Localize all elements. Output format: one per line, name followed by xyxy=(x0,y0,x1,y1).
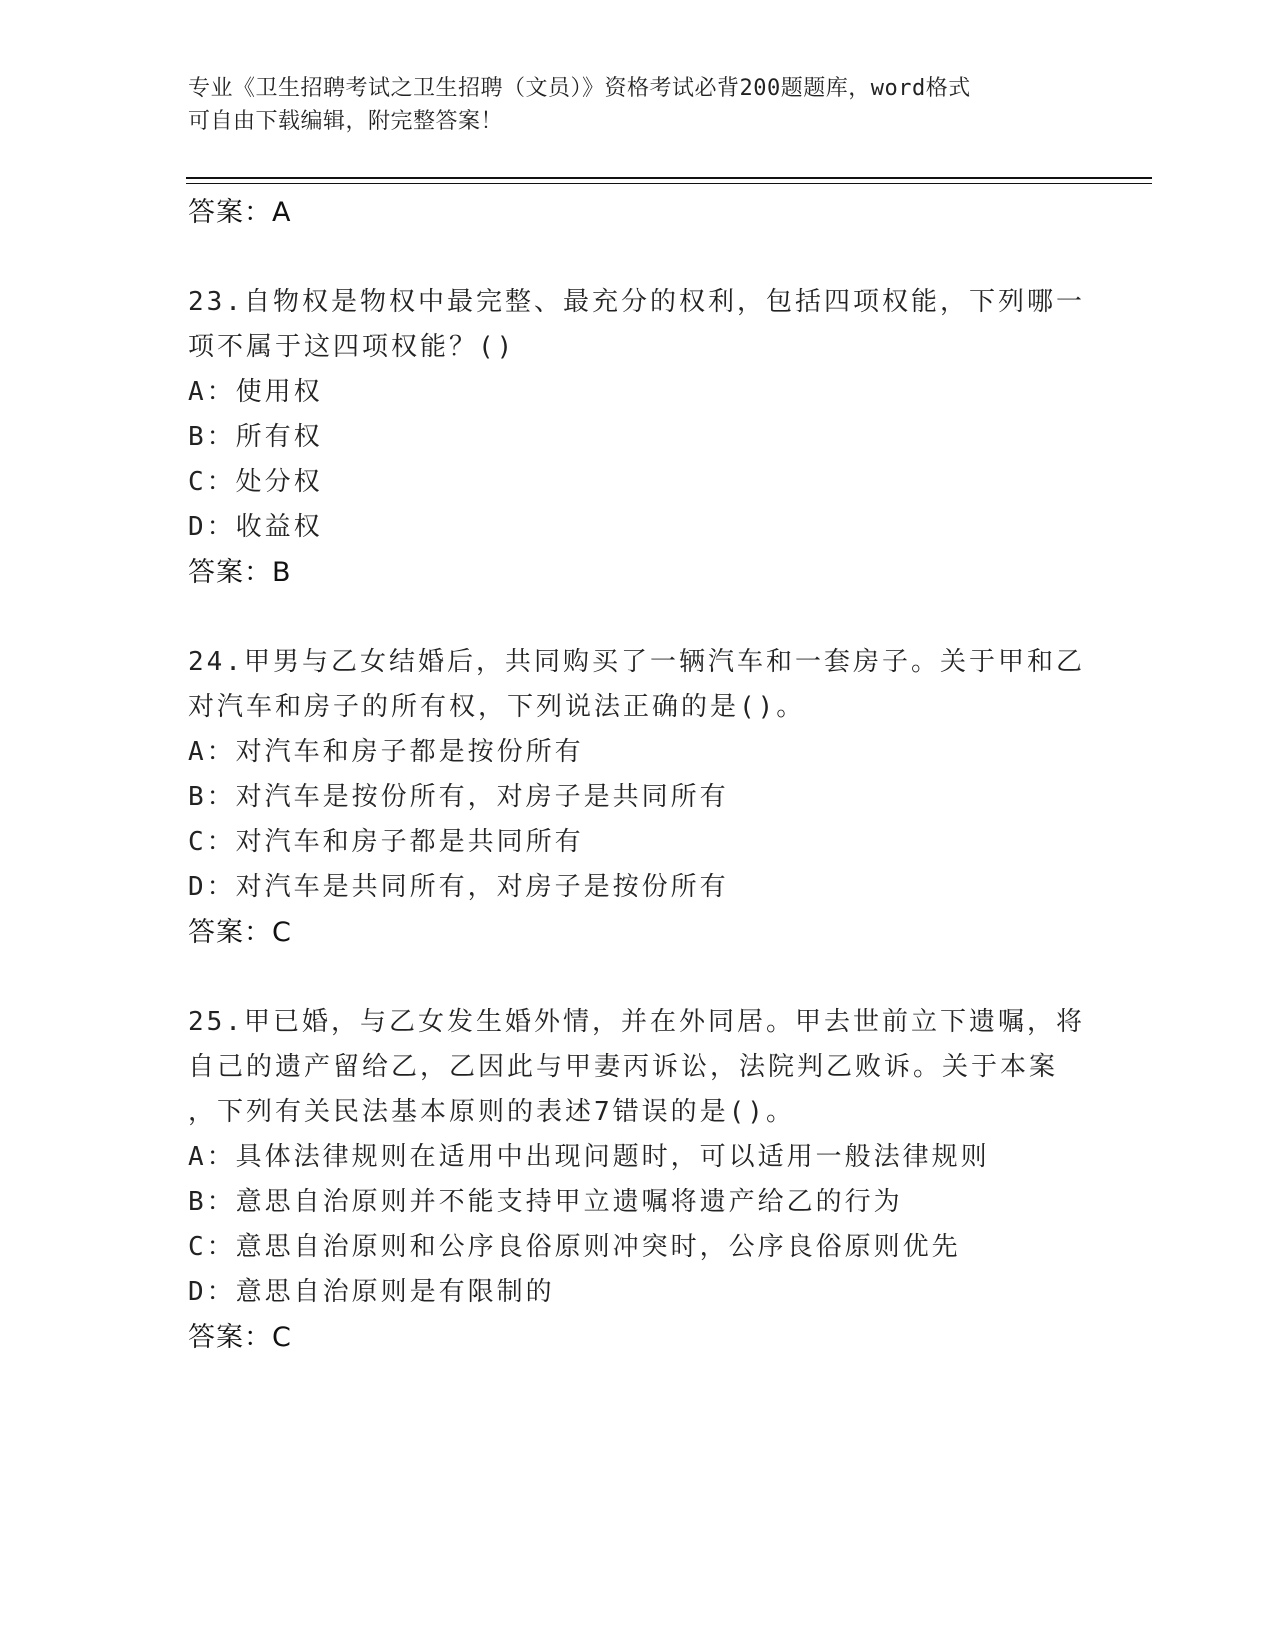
answer: 答案：C xyxy=(188,1322,292,1353)
option-a: A：使用权 xyxy=(188,377,323,407)
option-a: A：具体法律规则在适用中出现问题时，可以适用一般法律规则 xyxy=(188,1142,990,1172)
stem-line: 24.甲男与乙女结婚后，共同购买了一辆汽车和一套房子。关于甲和乙 xyxy=(188,647,1085,677)
option-b: B：对汽车是按份所有，对房子是共同所有 xyxy=(188,782,729,812)
stem-line: 23.自物权是物权中最完整、最充分的权利，包括四项权能，下列哪一 xyxy=(188,287,1085,317)
question-23 xyxy=(188,280,1088,595)
header-rule-thick xyxy=(186,177,1152,179)
question-list xyxy=(188,190,1088,1360)
option-b: B：意思自治原则并不能支持甲立遗嘱将遗产给乙的行为 xyxy=(188,1187,903,1217)
option-c: C：处分权 xyxy=(188,467,323,497)
page-header xyxy=(188,72,1088,138)
option-d: D：收益权 xyxy=(188,512,323,542)
question-stem xyxy=(188,280,1088,370)
question-24 xyxy=(188,640,1088,955)
option-c: C：对汽车和房子都是共同所有 xyxy=(188,827,584,857)
stem-line: 项不属于这四项权能？() xyxy=(188,332,516,362)
option-a: A：对汽车和房子都是按份所有 xyxy=(188,737,584,767)
option-b: B：所有权 xyxy=(188,422,323,452)
stem-line: ，下列有关民法基本原则的表述7错误的是()。 xyxy=(188,1097,795,1127)
question-stem xyxy=(188,1000,1088,1135)
stem-line: 对汽车和房子的所有权，下列说法正确的是()。 xyxy=(188,692,806,722)
question-stem xyxy=(188,640,1088,730)
header-line-2: 可自由下载编辑，附完整答案！ xyxy=(188,109,504,134)
header-line-1: 专业《卫生招聘考试之卫生招聘（文员）》资格考试必背200题题库，word格式 xyxy=(188,76,971,101)
stem-line: 自己的遗产留给乙，乙因此与甲妻丙诉讼，法院判乙败诉。关于本案 xyxy=(188,1052,1059,1082)
header-rule-thin xyxy=(186,183,1152,184)
previous-answer: 答案：A xyxy=(188,197,292,228)
answer: 答案：C xyxy=(188,917,292,948)
option-d: D：意思自治原则是有限制的 xyxy=(188,1277,555,1307)
option-d: D：对汽车是共同所有，对房子是按份所有 xyxy=(188,872,729,902)
option-c: C：意思自治原则和公序良俗原则冲突时，公序良俗原则优先 xyxy=(188,1232,961,1262)
answer: 答案：B xyxy=(188,557,292,588)
stem-line: 25.甲已婚，与乙女发生婚外情，并在外同居。甲去世前立下遗嘱，将 xyxy=(188,1007,1085,1037)
question-25 xyxy=(188,1000,1088,1360)
